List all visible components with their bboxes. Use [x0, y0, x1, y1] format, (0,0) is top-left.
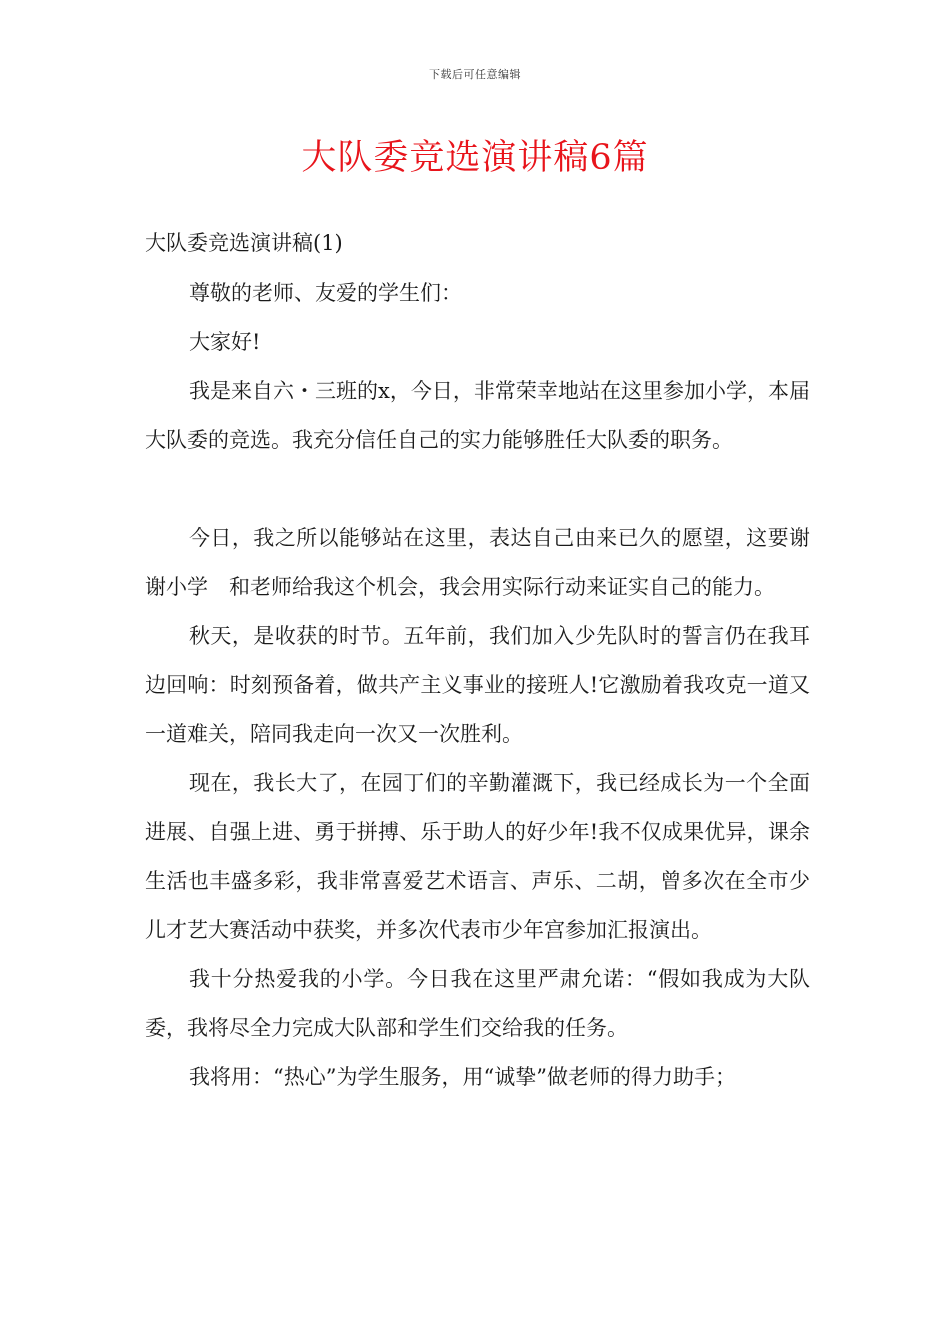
paragraph-hello: 大家好! — [189, 330, 261, 354]
paragraph-growth: 现在，我长大了，在园丁们的辛勤灌溉下，我已经成长为一个全面进展、自强上进、勇于拼搏、乐于助人的好少年!我不仅成果优异，课余生活也丰盛多彩，我非常喜爱艺术语言、声乐、二胡，曾多次在全市少儿才艺大赛活动中获奖，并多次代表市少年宫参加汇报演出。 — [145, 771, 810, 942]
section-heading: 大队委竞选演讲稿(1) — [145, 231, 343, 255]
document-title: 大队委竞选演讲稿6篇 — [301, 138, 649, 178]
paragraph-intro: 我是来自六・三班的x，今日，非常荣幸地站在这里参加小学，本届大队委的竞选。我充分信任自己的实力能够胜任大队委的职务。 — [145, 379, 810, 452]
document-body — [145, 228, 810, 1102]
paragraph-thanks: 今日，我之所以能够站在这里，表达自己由来已久的愿望，这要谢谢小学 和老师给我这个机会，我会用实际行动来证实自己的能力。 — [145, 526, 810, 599]
header-note: 下载后可任意编辑 — [429, 68, 521, 81]
paragraph-service: 我将用：“热心”为学生服务，用“诚挚”做老师的得力助手； — [189, 1065, 736, 1089]
paragraph-promise: 我十分热爱我的小学。今日我在这里严肃允诺：“假如我成为大队委，我将尽全力完成大队部和学生们交给我的任务。 — [145, 967, 810, 1040]
paragraph-greeting: 尊敬的老师、友爱的学生们： — [189, 281, 462, 305]
paragraph-autumn: 秋天，是收获的时节。五年前，我们加入少先队时的誓言仍在我耳边回响：时刻预备着，做共产主义事业的接班人!它激励着我攻克一道又一道难关，陪同我走向一次又一次胜利。 — [145, 624, 810, 746]
